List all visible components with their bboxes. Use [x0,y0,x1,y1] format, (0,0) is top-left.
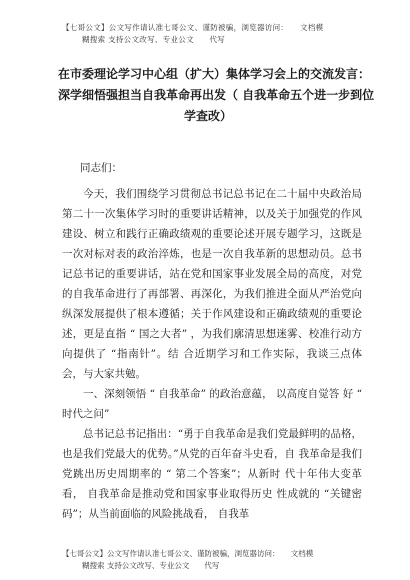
page-header [62,22,372,46]
document-title [58,64,375,127]
footer-line-2: 糊搜索 支持公文改写、专业公文 代写 [82,561,220,570]
title-line-1: 在市委理论学习中心组（扩大）集体学习会上的交流发言： [58,67,371,81]
header-line-2: 糊搜索 支持公文改写、专业公文 代写 [82,35,226,44]
salutation: 同志们： [80,162,122,174]
document-body [62,158,362,524]
section-heading-1: 一、深刻领悟 “ 自我革命” 的政治意蕴， 以高度自觉答 好 “ 时代之问” [62,388,362,420]
title-line-3: 学查改） [183,109,232,123]
footer-line-1: 【七哥公文】公文写作请认准七哥公文、谨防被骗，浏览器访问： 文档模 [62,549,314,558]
header-line-1: 【七哥公文】公文写作请认准七哥公文、谨防被骗，浏览器访问： 文档模 [62,23,324,32]
title-line-2: 深学细悟强担当自我革命再出发（ 自我革命五个进一步到位 [58,88,375,102]
page-footer [62,548,372,572]
paragraph-intro: 今天，我们围绕学习贯彻总书记总书记在二十届中央政治局第二十一次集体学习时的重要讲话精神，以及关于加强党的作风建设、树立和践行正确政绩观的重要论述开展专题学习，这既是一次对标对表的政治淬炼，也是一次自我革新的思想动员。总书记总书记的重要讲话，站在党和国家事业发展全局的高度，对党的自我革命进行了再部署、再深化，为我们推进全面从严治党向纵深发展提供了根本遵循；关于作风建设和正确政绩观的重要论述，更是直指 “ 国之大者” ，为我们廓清思想迷雾、校准行动方向提供了 “指南针”。结 合近期学习和工作实际，我谈三点体会，与大家共勉。 [62,188,362,380]
paragraph-section-1: 总书记总书记指出：“勇于自我革命是我们党最鲜明的品格，也是我们党最大的优势。”从党的百年奋斗史看，自 我革命是我们党跳出历史周期率的 “ 第二个答案”；从新时 代十年伟大变革看， 自我革命是推动党和国家事业取得历史 性成就的 “关键密码”；从当前面临的风险挑战看， 自我革 [62,428,362,520]
